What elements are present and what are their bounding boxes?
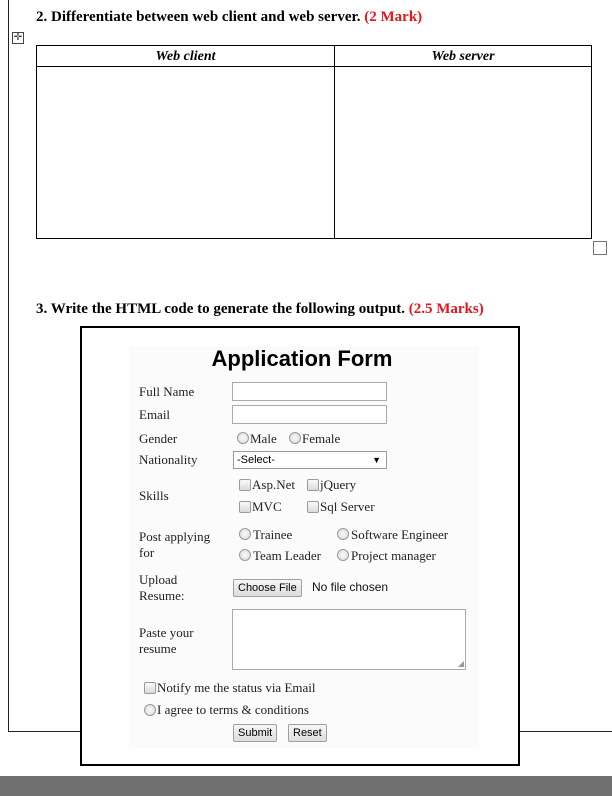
application-form-figure: [80, 326, 520, 766]
email-label: Email: [139, 407, 171, 422]
post-project-manager-label: Project manager: [351, 548, 436, 563]
form-title: Application Form: [211, 346, 393, 371]
gender-female-radio[interactable]: [289, 432, 301, 444]
choose-file-button[interactable]: Choose File: [233, 579, 302, 597]
nationality-label: Nationality: [139, 452, 198, 467]
nationality-selected-value: -Select-: [237, 454, 275, 466]
paste-resume-label: Paste your resume: [139, 625, 194, 656]
post-applying-label: Post applying for: [139, 529, 211, 560]
skill-mvc-checkbox[interactable]: [239, 501, 251, 513]
gender-label: Gender: [139, 431, 178, 446]
footer-bar: [0, 776, 612, 796]
post-software-engineer-radio[interactable]: [337, 528, 349, 540]
upload-resume-label: Upload Resume:: [139, 572, 185, 603]
skill-aspnet-checkbox[interactable]: [239, 479, 251, 491]
post-team-leader-radio[interactable]: [239, 549, 251, 561]
post-trainee-radio[interactable]: [239, 528, 251, 540]
notify-checkbox[interactable]: [144, 682, 156, 694]
table-header-web-client: Web client: [37, 46, 334, 67]
skill-mvc-label: MVC: [252, 499, 282, 514]
gender-male-radio[interactable]: [237, 432, 249, 444]
submit-button[interactable]: Submit: [233, 724, 277, 742]
question-2-text: Differentiate between web client and web server.: [51, 9, 361, 25]
notify-label: Notify me the status via Email: [157, 680, 316, 695]
full-name-input[interactable]: [232, 382, 387, 401]
email-input[interactable]: [232, 405, 387, 424]
post-team-leader-label: Team Leader: [253, 548, 322, 563]
no-file-chosen-text: No file chosen: [312, 580, 389, 594]
question-3: [36, 301, 484, 318]
nationality-select[interactable]: [233, 451, 387, 469]
table-cell-web-server[interactable]: [335, 67, 591, 238]
move-icon[interactable]: ✛: [13, 32, 23, 43]
page-bottom-border-right: [508, 731, 612, 732]
comparison-table: [36, 45, 592, 239]
skill-jquery-checkbox[interactable]: [307, 479, 319, 491]
page-left-border: [8, 0, 9, 731]
post-project-manager-radio[interactable]: [337, 549, 349, 561]
table-resize-handle[interactable]: [593, 241, 607, 255]
paste-resume-textarea[interactable]: [232, 609, 466, 670]
resize-grip-icon[interactable]: ◢: [457, 659, 464, 668]
question-2-number: 2.: [36, 9, 48, 25]
post-trainee-label: Trainee: [253, 527, 293, 542]
skills-label: Skills: [139, 488, 169, 503]
question-2: [36, 9, 422, 26]
skill-aspnet-label: Asp.Net: [252, 477, 295, 492]
gender-male-label: Male: [250, 431, 277, 446]
agree-terms-label: I agree to terms & conditions: [157, 702, 309, 717]
skill-jquery-label: jQuery: [320, 477, 357, 492]
question-2-marks: (2 Mark): [364, 9, 423, 25]
chevron-down-icon: ▼: [372, 455, 381, 465]
agree-terms-radio[interactable]: [144, 704, 156, 716]
skill-sqlserver-label: Sql Server: [320, 499, 375, 514]
post-software-engineer-label: Software Engineer: [351, 527, 449, 542]
full-name-label: Full Name: [139, 384, 195, 399]
table-header-web-server: Web server: [335, 46, 591, 67]
reset-button[interactable]: Reset: [288, 724, 327, 742]
question-3-marks: (2.5 Marks): [408, 301, 484, 317]
table-cell-web-client[interactable]: [37, 67, 334, 238]
question-3-text: Write the HTML code to generate the following output.: [50, 301, 405, 317]
skill-sqlserver-checkbox[interactable]: [307, 501, 319, 513]
question-3-number: 3.: [36, 301, 48, 317]
gender-female-label: Female: [302, 431, 341, 446]
